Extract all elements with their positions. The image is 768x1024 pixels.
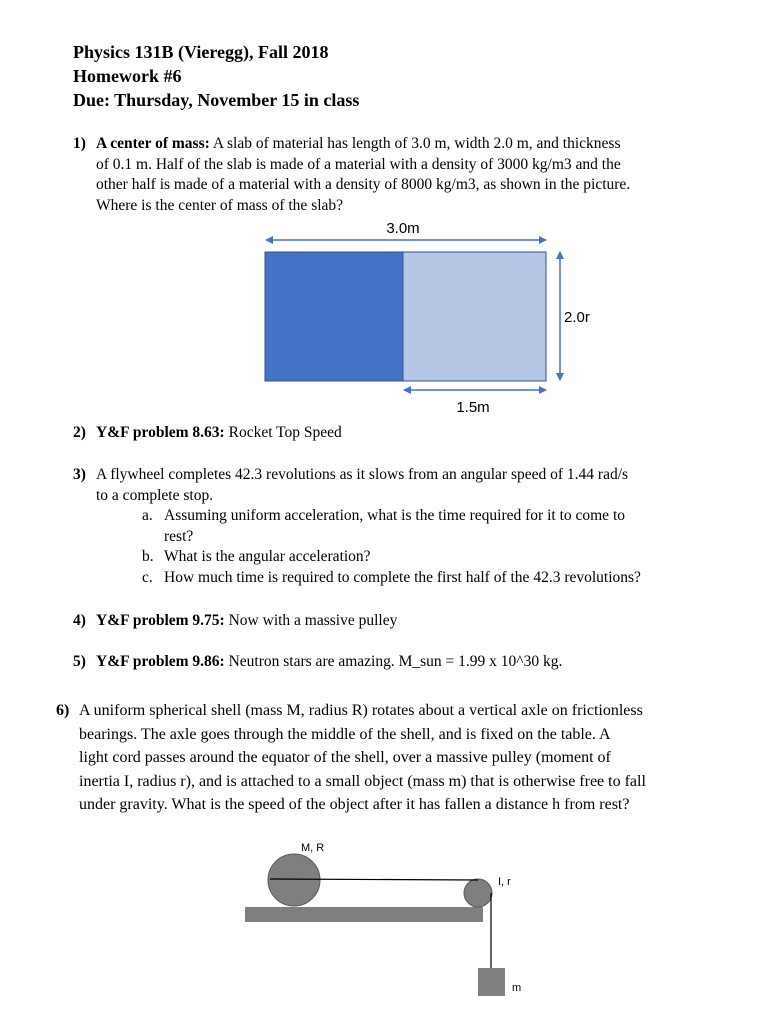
question-number: 6) (56, 702, 70, 719)
subquestion-text: rest? (164, 527, 194, 545)
question-number: 1) (73, 135, 86, 152)
subquestion-text: Assuming uniform acceleration, what is the time required for it to come to (164, 507, 625, 524)
question-text: to a complete stop. (96, 486, 214, 504)
question-text: A slab of material has length of 3.0 m, width 2.0 m, and thickness (209, 135, 621, 152)
question-text: light cord passes around the equator of the shell, over a massive pulley (moment of (79, 749, 611, 766)
question-text: Neutron stars are amazing. M_sun = 1.99 x 10^30 kg. (224, 653, 563, 670)
question-title: A center of mass: (96, 135, 210, 152)
table (245, 907, 483, 922)
hanging-mass (478, 968, 505, 996)
pulley-label: I, r (498, 876, 511, 888)
homework-title: Homework #6 (73, 66, 182, 86)
question-text: other half is made of a material with a density of 8000 kg/m3, as shown in the picture. (96, 176, 631, 193)
question-number: 3) (73, 466, 86, 483)
shell-label: M, R (301, 842, 325, 854)
pulley (464, 879, 492, 907)
half-length-label: 1.5m (456, 399, 490, 416)
length-label: 3.0m (386, 220, 420, 237)
question-text: Now with a massive pulley (224, 612, 398, 629)
question-text: A flywheel completes 42.3 revolutions as it slows from an angular speed of 1.44 rad/s (96, 466, 629, 483)
question-text: under gravity. What is the speed of the object after it has fallen a distance h from rest? (79, 796, 630, 813)
subquestion-marker: b. (142, 548, 154, 565)
spherical-shell (268, 854, 320, 906)
question-number: 4) (73, 612, 86, 629)
question-title: Y&F problem 8.63: (96, 424, 225, 441)
question-text: bearings. The axle goes through the middle of the shell, and is fixed on the table. A (79, 725, 611, 743)
mass-label: m (512, 982, 522, 994)
question-title: Y&F problem 9.86: (96, 653, 225, 670)
question-text: inertia I, radius r), and is attached to a small object (mass m) that is otherwise free to fall (79, 772, 646, 790)
question-text: A uniform spherical shell (mass M, radius R) rotates about a vertical axle on frictionless (79, 702, 643, 719)
subquestion-marker: c. (142, 568, 153, 586)
question-title: Y&F problem 9.75: (96, 612, 225, 629)
course-title: Physics 131B (Vieregg), Fall 2018 (73, 42, 329, 62)
width-label: 2.0r (564, 309, 590, 326)
subquestion-text: How much time is required to complete the first half of the 42.3 revolutions? (164, 568, 641, 586)
subquestion-text: What is the angular acceleration? (164, 548, 371, 565)
question-number: 2) (73, 424, 86, 441)
question-text: Where is the center of mass of the slab? (96, 196, 344, 214)
due-date: Due: Thursday, November 15 in class (73, 90, 360, 110)
question-number: 5) (73, 653, 86, 670)
question-text: of 0.1 m. Half of the slab is made of a material with a density of 3000 kg/m3 and the (96, 155, 621, 173)
question-text: Rocket Top Speed (224, 424, 342, 441)
subquestion-marker: a. (142, 507, 153, 524)
